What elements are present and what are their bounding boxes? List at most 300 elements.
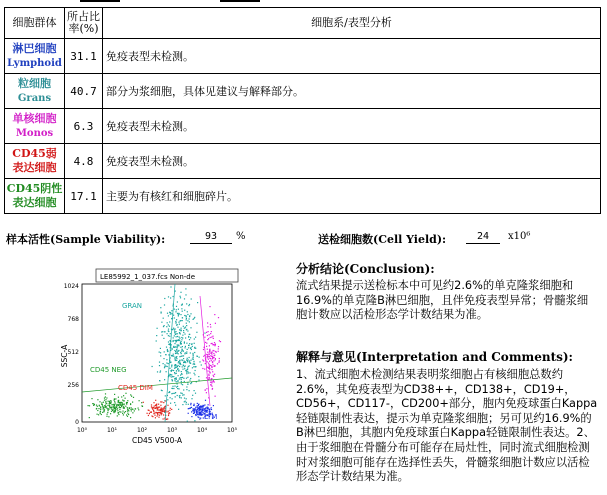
event-dot bbox=[173, 328, 174, 329]
event-dot bbox=[214, 342, 215, 343]
event-dot bbox=[108, 410, 109, 411]
event-dot bbox=[195, 366, 196, 367]
event-dot bbox=[174, 309, 175, 310]
event-dot bbox=[156, 335, 157, 336]
event-dot bbox=[134, 410, 135, 411]
event-dot bbox=[218, 317, 219, 318]
event-dot bbox=[175, 405, 176, 406]
event-dot bbox=[174, 331, 175, 332]
event-dot bbox=[106, 408, 107, 409]
event-dot bbox=[191, 398, 192, 399]
event-dot bbox=[190, 407, 191, 408]
event-dot bbox=[199, 410, 200, 411]
event-dot bbox=[119, 407, 120, 408]
population-percentage: 17.1 bbox=[65, 179, 103, 214]
event-dot bbox=[211, 366, 212, 367]
event-dot bbox=[156, 340, 157, 341]
event-dot bbox=[184, 334, 185, 335]
event-dot bbox=[178, 375, 179, 376]
event-dot bbox=[174, 393, 175, 394]
event-dot bbox=[208, 356, 209, 357]
event-dot bbox=[213, 405, 214, 406]
event-dot bbox=[184, 381, 185, 382]
event-dot bbox=[179, 329, 180, 330]
event-dot bbox=[159, 365, 160, 366]
event-dot bbox=[207, 335, 208, 336]
event-dot bbox=[184, 401, 185, 402]
event-dot bbox=[110, 413, 111, 414]
event-dot bbox=[180, 352, 181, 353]
event-dot bbox=[197, 416, 198, 417]
event-dot bbox=[129, 407, 130, 408]
table-row bbox=[5, 74, 601, 109]
population-name bbox=[5, 109, 65, 144]
event-dot bbox=[182, 404, 183, 405]
event-dot bbox=[200, 412, 201, 413]
event-dot bbox=[176, 370, 177, 371]
event-dot bbox=[167, 349, 168, 350]
event-dot bbox=[148, 410, 149, 411]
event-dot bbox=[175, 373, 176, 374]
event-dot bbox=[114, 398, 115, 399]
event-dot bbox=[179, 366, 180, 367]
event-dot bbox=[113, 404, 114, 405]
event-dot bbox=[204, 369, 205, 370]
table-row bbox=[5, 39, 601, 74]
event-dot bbox=[163, 418, 164, 419]
event-dot bbox=[182, 395, 183, 396]
event-dot bbox=[173, 388, 174, 389]
population-description: 免疫表型未检测。 bbox=[103, 39, 601, 74]
event-dot bbox=[154, 415, 155, 416]
event-dot bbox=[106, 397, 107, 398]
event-dot bbox=[180, 392, 181, 393]
event-dot bbox=[125, 406, 126, 407]
event-dot bbox=[198, 376, 199, 377]
event-dot bbox=[178, 388, 179, 389]
event-dot bbox=[130, 404, 131, 405]
event-dot bbox=[176, 358, 177, 359]
event-dot bbox=[167, 333, 168, 334]
event-dot bbox=[158, 410, 159, 411]
event-dot bbox=[170, 333, 171, 334]
event-dot bbox=[178, 353, 179, 354]
event-dot bbox=[120, 407, 121, 408]
event-dot bbox=[175, 353, 176, 354]
event-dot bbox=[184, 298, 185, 299]
event-dot bbox=[189, 321, 190, 322]
event-dot bbox=[122, 404, 123, 405]
event-dot bbox=[171, 348, 172, 349]
event-dot bbox=[105, 406, 106, 407]
event-dot bbox=[174, 357, 175, 358]
x-tick-label: 10⁴ bbox=[196, 427, 208, 434]
event-dot bbox=[158, 404, 159, 405]
event-dot bbox=[171, 409, 172, 410]
event-dot bbox=[187, 314, 188, 315]
event-dot bbox=[195, 415, 196, 416]
event-dot bbox=[100, 411, 101, 412]
event-dot bbox=[164, 406, 165, 407]
event-dot bbox=[160, 413, 161, 414]
event-dot bbox=[177, 395, 178, 396]
x-axis-label: CD45 V500-A bbox=[131, 436, 183, 445]
event-dot bbox=[168, 296, 169, 297]
event-dot bbox=[185, 347, 186, 348]
event-dot bbox=[207, 410, 208, 411]
event-dot bbox=[196, 411, 197, 412]
event-dot bbox=[174, 347, 175, 348]
event-dot bbox=[194, 364, 195, 365]
event-dot bbox=[169, 312, 170, 313]
event-dot bbox=[113, 412, 114, 413]
top-rule bbox=[0, 0, 607, 2]
x-tick-label: 10⁰ bbox=[76, 427, 88, 434]
event-dot bbox=[120, 412, 121, 413]
event-dot bbox=[179, 313, 180, 314]
event-dot bbox=[176, 353, 177, 354]
event-dot bbox=[155, 404, 156, 405]
event-dot bbox=[152, 407, 153, 408]
event-dot bbox=[193, 359, 194, 360]
event-dot bbox=[118, 397, 119, 398]
event-dot bbox=[209, 409, 210, 410]
event-dot bbox=[204, 333, 205, 334]
event-dot bbox=[176, 373, 177, 374]
event-dot bbox=[210, 384, 211, 385]
event-dot bbox=[181, 381, 182, 382]
event-dot bbox=[182, 317, 183, 318]
event-dot bbox=[171, 313, 172, 314]
event-dot bbox=[127, 400, 128, 401]
event-dot bbox=[166, 326, 167, 327]
event-dot bbox=[153, 402, 154, 403]
y-axis-label: SSC-A bbox=[60, 344, 69, 368]
event-dot bbox=[180, 320, 181, 321]
event-dot bbox=[186, 402, 187, 403]
event-dot bbox=[163, 363, 164, 364]
event-dot bbox=[193, 318, 194, 319]
event-dot bbox=[171, 366, 172, 367]
event-dot bbox=[198, 404, 199, 405]
event-dot bbox=[103, 402, 104, 403]
event-dot bbox=[132, 412, 133, 413]
event-dot bbox=[121, 406, 122, 407]
event-dot bbox=[184, 341, 185, 342]
event-dot bbox=[181, 330, 182, 331]
plot-title: LE85992_1_037.fcs Non-de bbox=[100, 273, 196, 281]
event-dot bbox=[208, 359, 209, 360]
event-dot bbox=[203, 405, 204, 406]
event-dot bbox=[212, 364, 213, 365]
event-dot bbox=[158, 407, 159, 408]
event-dot bbox=[167, 399, 168, 400]
event-dot bbox=[99, 405, 100, 406]
event-dot bbox=[191, 349, 192, 350]
event-dot bbox=[209, 345, 210, 346]
event-dot bbox=[166, 371, 167, 372]
event-dot bbox=[183, 358, 184, 359]
cell-yield-label: 送检细胞数(Cell Yield): bbox=[318, 233, 447, 246]
event-dot bbox=[187, 377, 188, 378]
event-dot bbox=[174, 402, 175, 403]
event-dot bbox=[209, 372, 210, 373]
event-dot bbox=[206, 346, 207, 347]
event-dot bbox=[187, 320, 188, 321]
event-dot bbox=[190, 383, 191, 384]
event-dot bbox=[105, 399, 106, 400]
event-dot bbox=[97, 406, 98, 407]
event-dot bbox=[184, 366, 185, 367]
event-dot bbox=[161, 312, 162, 313]
x-tick-label: 10¹ bbox=[106, 427, 118, 434]
population-name-cn: CD45阴性 bbox=[6, 182, 63, 195]
event-dot bbox=[179, 338, 180, 339]
event-dot bbox=[195, 407, 196, 408]
event-dot bbox=[174, 386, 175, 387]
event-dot bbox=[176, 377, 177, 378]
event-dot bbox=[213, 344, 214, 345]
event-dot bbox=[190, 360, 191, 361]
event-dot bbox=[168, 413, 169, 414]
event-dot bbox=[163, 409, 164, 410]
event-dot bbox=[165, 354, 166, 355]
event-dot bbox=[179, 360, 180, 361]
event-dot bbox=[213, 353, 214, 354]
event-dot bbox=[89, 417, 90, 418]
gate-label-cd45neg: CD45 NEG bbox=[90, 366, 127, 374]
event-dot bbox=[156, 407, 157, 408]
event-dot bbox=[214, 374, 215, 375]
population-name bbox=[5, 74, 65, 109]
event-dot bbox=[198, 412, 199, 413]
event-dot bbox=[179, 379, 180, 380]
x-ticks bbox=[77, 427, 238, 434]
event-dot bbox=[153, 411, 154, 412]
event-dot bbox=[173, 376, 174, 377]
event-dot bbox=[122, 411, 123, 412]
event-dot bbox=[160, 412, 161, 413]
event-dot bbox=[188, 404, 189, 405]
event-dot bbox=[189, 304, 190, 305]
event-dot bbox=[114, 400, 115, 401]
event-dot bbox=[189, 365, 190, 366]
event-dot bbox=[207, 326, 208, 327]
event-dot bbox=[150, 412, 151, 413]
event-dot bbox=[208, 363, 209, 364]
event-dot bbox=[100, 409, 101, 410]
event-dot bbox=[161, 322, 162, 323]
event-dot bbox=[180, 377, 181, 378]
event-dot bbox=[166, 359, 167, 360]
event-dot bbox=[180, 343, 181, 344]
top-rule-segment bbox=[220, 0, 260, 2]
event-dot bbox=[199, 357, 200, 358]
event-dot bbox=[122, 400, 123, 401]
event-dot bbox=[183, 389, 184, 390]
population-name-cn: 粒细胞 bbox=[18, 76, 51, 90]
event-dot bbox=[179, 336, 180, 337]
event-dot bbox=[171, 393, 172, 394]
event-dot bbox=[218, 362, 219, 363]
event-dot bbox=[211, 386, 212, 387]
event-dot bbox=[180, 297, 181, 298]
event-dot bbox=[180, 347, 181, 348]
event-dot bbox=[179, 324, 180, 325]
top-rule-segment bbox=[80, 0, 120, 2]
event-dot bbox=[178, 365, 179, 366]
event-dot bbox=[99, 401, 100, 402]
event-dot bbox=[213, 366, 214, 367]
event-dot bbox=[197, 405, 198, 406]
event-dot bbox=[212, 362, 213, 363]
event-dot bbox=[176, 336, 177, 337]
event-dot bbox=[197, 411, 198, 412]
event-dot bbox=[180, 314, 181, 315]
event-dot bbox=[188, 345, 189, 346]
event-dot bbox=[88, 405, 89, 406]
event-dot bbox=[185, 288, 186, 289]
event-dot bbox=[213, 360, 214, 361]
event-dot bbox=[189, 408, 190, 409]
event-dot bbox=[111, 404, 112, 405]
event-dot bbox=[194, 343, 195, 344]
event-dot bbox=[211, 381, 212, 382]
event-dot bbox=[123, 395, 124, 396]
event-dot bbox=[212, 371, 213, 372]
event-dot bbox=[200, 408, 201, 409]
event-dot bbox=[98, 408, 99, 409]
event-dot bbox=[104, 409, 105, 410]
event-dot bbox=[175, 396, 176, 397]
event-dot bbox=[193, 357, 194, 358]
event-dot bbox=[172, 386, 173, 387]
event-dot bbox=[181, 328, 182, 329]
population-percentage: 31.1 bbox=[65, 39, 103, 74]
event-dot bbox=[196, 332, 197, 333]
population-name-en: 表达细胞 bbox=[12, 196, 57, 209]
event-dot bbox=[97, 410, 98, 411]
event-dot bbox=[117, 415, 118, 416]
population-description: 主要为有核红和细胞碎片。 bbox=[103, 179, 601, 214]
event-dot bbox=[193, 361, 194, 362]
event-dot bbox=[176, 349, 177, 350]
event-dot bbox=[190, 347, 191, 348]
event-dot bbox=[215, 344, 216, 345]
event-dot bbox=[105, 402, 106, 403]
event-dot bbox=[162, 411, 163, 412]
event-dot bbox=[181, 379, 182, 380]
event-dot bbox=[161, 331, 162, 332]
event-dot bbox=[179, 363, 180, 364]
event-dot bbox=[104, 398, 105, 399]
event-dot bbox=[210, 324, 211, 325]
event-dot bbox=[108, 408, 109, 409]
event-dot bbox=[185, 327, 186, 328]
event-dot bbox=[182, 393, 183, 394]
event-dot bbox=[103, 411, 104, 412]
event-dot bbox=[207, 407, 208, 408]
event-dot bbox=[194, 347, 195, 348]
event-dot bbox=[207, 352, 208, 353]
event-dot bbox=[164, 331, 165, 332]
event-dot bbox=[183, 330, 184, 331]
event-dot bbox=[176, 381, 177, 382]
event-dot bbox=[102, 405, 103, 406]
event-dot bbox=[209, 334, 210, 335]
event-dot bbox=[192, 395, 193, 396]
event-dot bbox=[135, 408, 136, 409]
event-dot bbox=[108, 416, 109, 417]
event-dot bbox=[107, 405, 108, 406]
event-dot bbox=[212, 358, 213, 359]
event-dot bbox=[160, 307, 161, 308]
event-dot bbox=[180, 333, 181, 334]
event-dot bbox=[215, 323, 216, 324]
event-dot bbox=[157, 371, 158, 372]
event-dot bbox=[115, 410, 116, 411]
event-dot bbox=[191, 416, 192, 417]
event-dot bbox=[157, 416, 158, 417]
event-dot bbox=[173, 354, 174, 355]
x-tick-label: 10⁵ bbox=[226, 427, 238, 434]
event-dot bbox=[200, 407, 201, 408]
event-dot bbox=[141, 405, 142, 406]
event-dot bbox=[219, 360, 220, 361]
population-name bbox=[5, 179, 65, 214]
event-dot bbox=[211, 354, 212, 355]
viability-unit: % bbox=[236, 231, 246, 242]
event-dot bbox=[209, 356, 210, 357]
event-dot bbox=[185, 361, 186, 362]
event-dot bbox=[205, 363, 206, 364]
event-dot bbox=[186, 303, 187, 304]
event-dot bbox=[175, 360, 176, 361]
event-dot bbox=[176, 325, 177, 326]
event-dot bbox=[182, 304, 183, 305]
event-dot bbox=[96, 408, 97, 409]
event-dot bbox=[211, 337, 212, 338]
event-dot bbox=[197, 414, 198, 415]
event-dot bbox=[162, 390, 163, 391]
event-dot bbox=[173, 296, 174, 297]
event-dot bbox=[100, 413, 101, 414]
event-dot bbox=[169, 336, 170, 337]
event-dot bbox=[151, 406, 152, 407]
event-dot bbox=[120, 402, 121, 403]
event-dot bbox=[187, 358, 188, 359]
event-dot bbox=[204, 409, 205, 410]
event-dot bbox=[190, 352, 191, 353]
event-dot bbox=[115, 408, 116, 409]
event-dot bbox=[189, 339, 190, 340]
event-dot bbox=[208, 331, 209, 332]
event-dot bbox=[147, 413, 148, 414]
event-dot bbox=[180, 375, 181, 376]
event-dot bbox=[218, 346, 219, 347]
event-dot bbox=[187, 367, 188, 368]
event-dot bbox=[157, 412, 158, 413]
event-dot bbox=[208, 377, 209, 378]
event-dot bbox=[174, 343, 175, 344]
viability-line bbox=[4, 231, 601, 247]
event-dot bbox=[219, 340, 220, 341]
scatter-plot-svg bbox=[60, 266, 260, 481]
event-dot bbox=[171, 371, 172, 372]
event-dot bbox=[208, 338, 209, 339]
event-dot bbox=[182, 355, 183, 356]
event-dot bbox=[102, 412, 103, 413]
